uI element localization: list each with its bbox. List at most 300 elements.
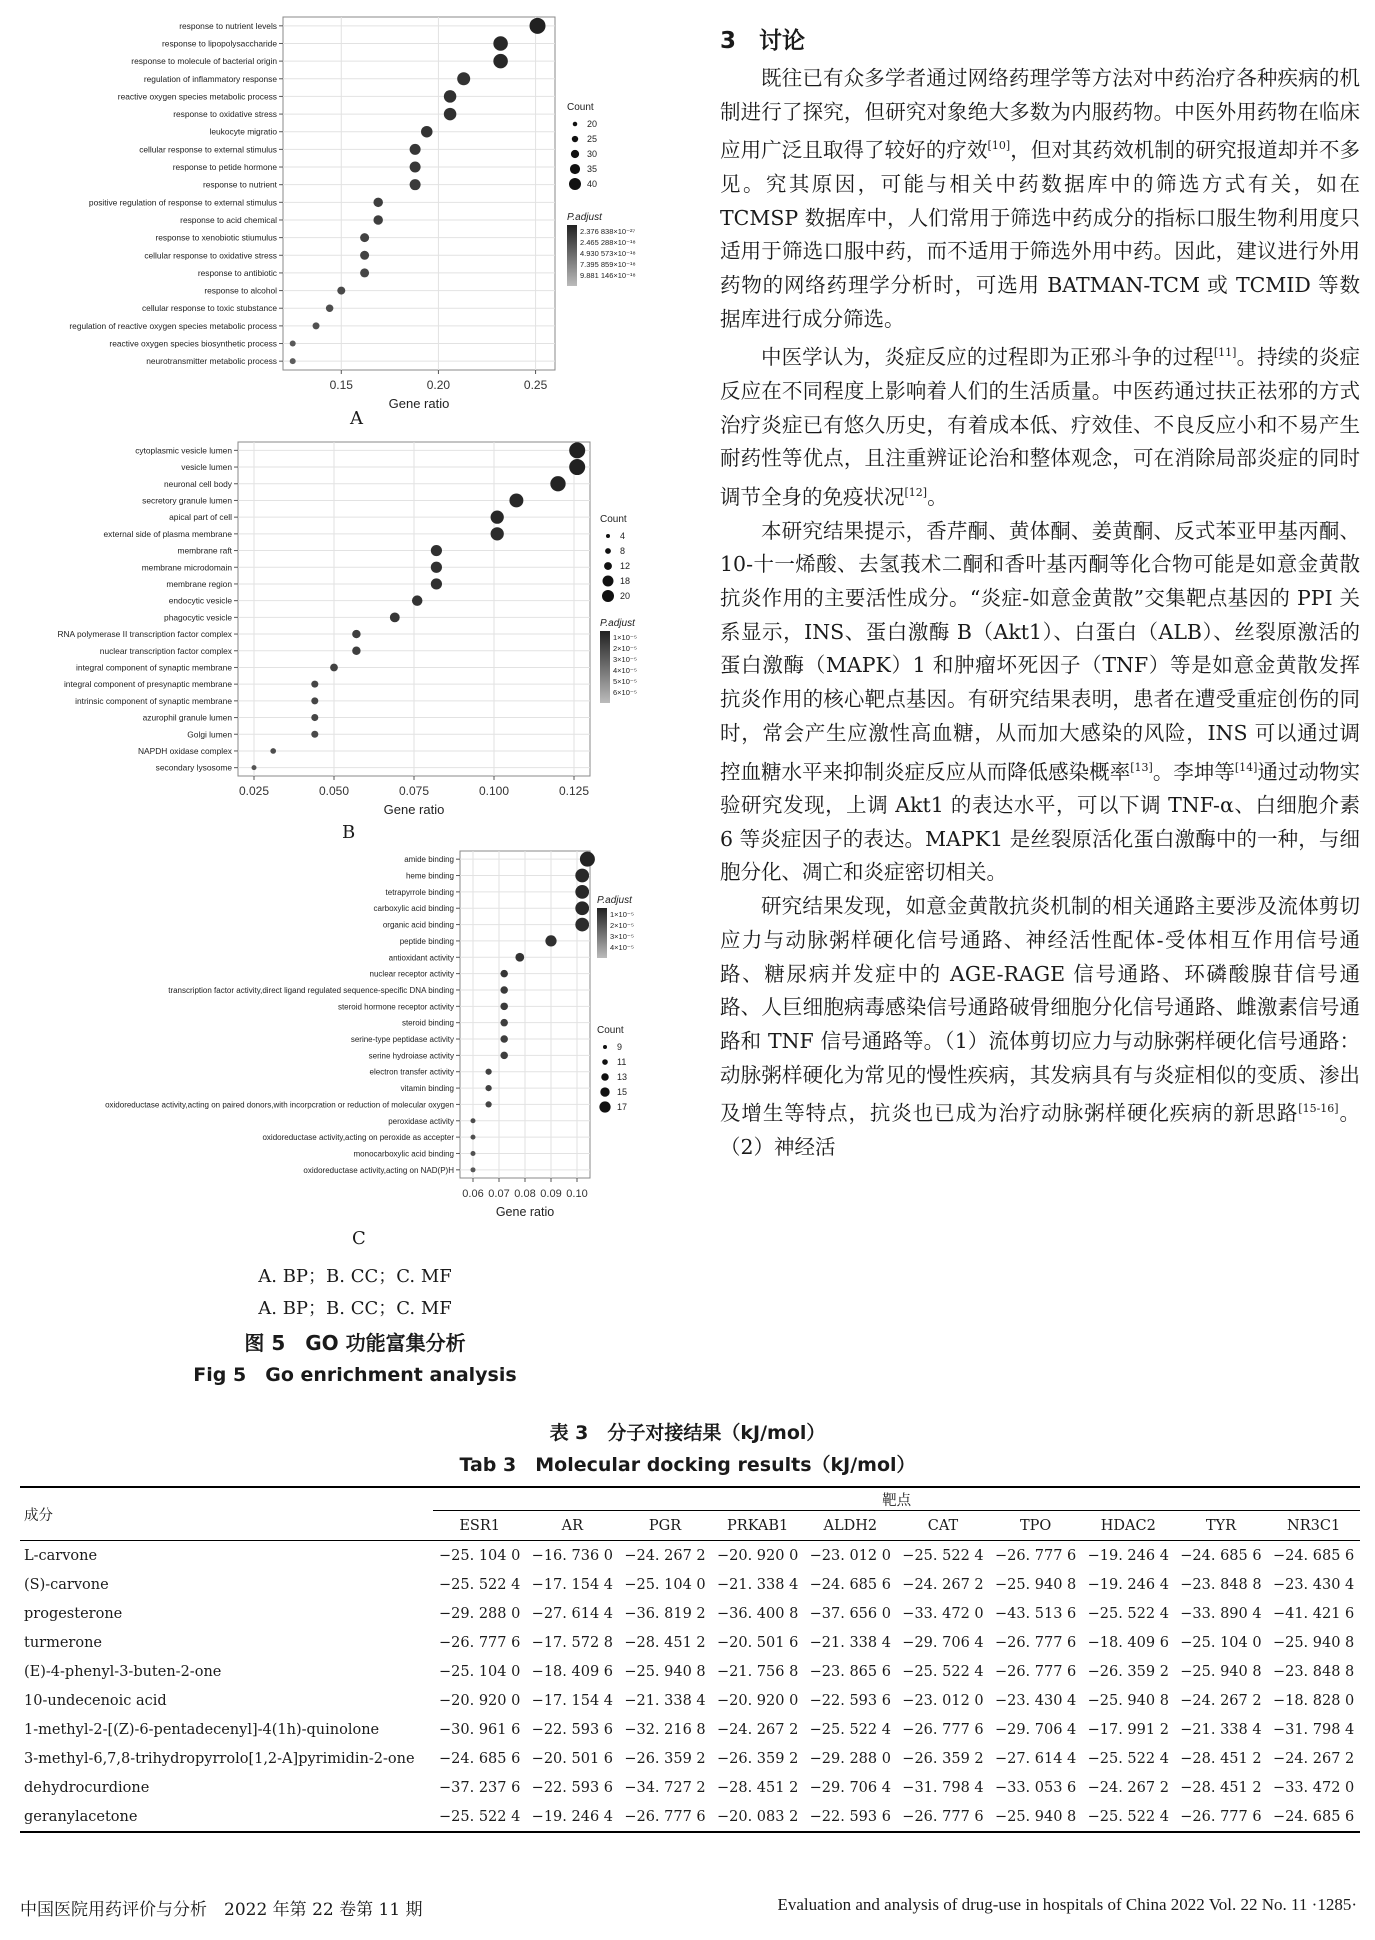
binding-energy-cell: −25. 104 0 xyxy=(1180,1634,1262,1651)
paragraph-2-text-c: 。 xyxy=(927,484,948,509)
data-point xyxy=(500,1052,508,1060)
binding-energy-cell: −17. 572 8 xyxy=(531,1634,614,1651)
binding-energy-cell: −26. 777 6 xyxy=(439,1634,521,1651)
header-target: TYR xyxy=(1205,1517,1237,1534)
binding-energy-cell: −19. 246 4 xyxy=(1087,1576,1169,1593)
binding-energy-cell: −17. 154 4 xyxy=(531,1576,614,1593)
x-tick-label: 0.25 xyxy=(523,378,548,392)
binding-energy-cell: −25. 522 4 xyxy=(1087,1808,1169,1825)
count-legend-dot xyxy=(573,122,578,127)
term-label: membrane raft xyxy=(177,545,232,556)
x-tick-label: 0.09 xyxy=(540,1188,562,1200)
term-label: regulation of reactive oxygen species metabolic process xyxy=(69,320,277,331)
padj-legend-title: P.adjust xyxy=(600,618,635,629)
table-row xyxy=(20,1628,1360,1657)
data-point xyxy=(500,1035,508,1043)
term-label: phagocytic vesicle xyxy=(164,612,232,623)
count-legend-dot xyxy=(603,1045,607,1049)
header-target: PRKAB1 xyxy=(727,1517,789,1534)
binding-energy-cell: −23. 012 0 xyxy=(809,1547,891,1564)
count-legend-label: 8 xyxy=(620,546,626,556)
data-point xyxy=(390,612,400,622)
binding-energy-cell: −25. 522 4 xyxy=(1087,1750,1169,1767)
data-point xyxy=(493,36,508,51)
x-tick-label: 0.07 xyxy=(488,1188,510,1200)
binding-energy-cell: −22. 593 6 xyxy=(531,1779,614,1796)
data-point xyxy=(515,953,524,962)
data-point xyxy=(431,578,442,589)
table-row xyxy=(20,1802,1360,1832)
table-row xyxy=(20,1715,1360,1744)
binding-energy-cell: −25. 940 8 xyxy=(994,1576,1077,1593)
x-tick-label: 0.025 xyxy=(238,784,270,798)
go-bp-dotplot xyxy=(0,15,710,415)
padj-legend-label: 4×10⁻⁵ xyxy=(613,666,637,675)
data-point xyxy=(412,595,423,606)
term-label: response to oxidative stress xyxy=(173,109,277,120)
compound-name: turmerone xyxy=(24,1634,103,1651)
term-label: response to xenobiotic stiumulus xyxy=(155,232,277,243)
padj-colorbar xyxy=(597,908,607,958)
compound-name: L-carvone xyxy=(24,1547,98,1564)
x-tick-label: 0.06 xyxy=(462,1188,484,1200)
table-title-en: Tab 3 Molecular docking results（kJ/mol） xyxy=(459,1454,916,1476)
header-target: AR xyxy=(561,1517,584,1534)
data-point xyxy=(569,459,585,475)
term-label: membrane region xyxy=(166,578,232,589)
data-point xyxy=(444,108,457,121)
header-target: TPO xyxy=(1019,1517,1052,1534)
binding-energy-cell: −24. 685 6 xyxy=(439,1750,521,1767)
table-row xyxy=(20,1541,1360,1571)
term-label: external side of plasma membrane xyxy=(103,528,232,539)
data-point xyxy=(575,918,589,932)
compound-name: dehydrocurdione xyxy=(24,1779,150,1796)
binding-energy-cell: −26. 777 6 xyxy=(624,1808,706,1825)
binding-energy-cell: −26. 359 2 xyxy=(624,1750,706,1767)
data-point xyxy=(485,1101,491,1107)
data-point xyxy=(471,1135,476,1140)
binding-energy-cell: −17. 991 2 xyxy=(1087,1721,1169,1738)
data-point xyxy=(360,251,369,260)
binding-energy-cell: −37. 656 0 xyxy=(809,1605,891,1622)
x-tick-label: 0.20 xyxy=(426,378,451,392)
data-point xyxy=(550,476,565,491)
term-label: vitamin binding xyxy=(400,1084,454,1094)
term-label: steroid hormone receptor activity xyxy=(337,1002,454,1012)
paragraph-3-text-a: 本研究结果提示，香芹酮、黄体酮、姜黄酮、反式苯亚甲基丙酮、10-十一烯酸、去氢莪术二酮和香叶基丙酮等化合物可能是如意金黄散抗炎作用的主要活性成分。“炎症-如意金黄散”交集靶点基因的 PPI 关系显示，INS、蛋白激酶 B（Akt1）、白蛋白（ALB）、丝裂原激活的蛋白激酶（MAPK）1 和肿瘤坏死因子（TNF）等是如意金黄散发挥抗炎作用的核心靶点基因。有研究结果表明，患者在遭受重症创伤的同时，常会产生应激性高血糖，从而加大感染的风险，INS 可以通过调控血糖水平来抑制炎症反应从而降低感染概率 xyxy=(720,518,1360,784)
data-point xyxy=(311,731,318,738)
data-point xyxy=(373,198,383,208)
data-point xyxy=(330,664,338,672)
term-label: response to antibiotic xyxy=(197,267,277,278)
term-label: nuclear transcription factor complex xyxy=(99,645,232,656)
compound-name: (S)-carvone xyxy=(24,1576,109,1593)
padj-legend-label: 7.395 859×10⁻¹⁸ xyxy=(580,260,636,269)
padj-legend-label: 9.881 146×10⁻¹⁸ xyxy=(580,271,636,280)
data-point xyxy=(493,54,508,69)
paragraph-3-text-c: 通过动物实验研究发现，上调 Akt1 的表达水平，可以下调 TNF-α、白细胞介素 6 等炎症因子的表达。MAPK1 是丝裂原活化蛋白激酶中的一种，与细胞分化、凋亡和炎症密切相关。 xyxy=(720,759,1361,885)
subcaption-2: A. BP；B. CC；C. MF xyxy=(258,1298,452,1319)
compound-name: 10-undecenoic acid xyxy=(24,1692,167,1709)
citation-10: [10] xyxy=(987,139,1011,153)
binding-energy-cell: −18. 409 6 xyxy=(531,1663,614,1680)
binding-energy-cell: −24. 685 6 xyxy=(1272,1808,1355,1825)
term-label: monocarboxylic acid binding xyxy=(353,1149,454,1159)
x-tick-label: 0.08 xyxy=(514,1188,536,1200)
paragraph-1 xyxy=(720,62,1360,336)
padj-legend-label: 4×10⁻⁵ xyxy=(610,943,634,952)
binding-energy-cell: −41. 421 6 xyxy=(1272,1605,1355,1622)
padj-legend-label: 2.376 838×10⁻²⁷ xyxy=(580,227,636,236)
count-legend-title: Count xyxy=(567,102,594,113)
term-label: response to acid chemical xyxy=(180,214,277,225)
citation-12: [12] xyxy=(904,486,928,500)
binding-energy-cell: −29. 706 4 xyxy=(809,1779,891,1796)
count-legend-label: 12 xyxy=(620,561,631,571)
term-label: transcription factor activity,direct ligand regulated sequence-specific DNA binding xyxy=(168,985,454,995)
binding-energy-cell: −23. 865 6 xyxy=(809,1663,891,1680)
term-label: integral component of synaptic membrane xyxy=(76,662,232,673)
data-point xyxy=(491,511,504,524)
data-point xyxy=(290,358,296,364)
binding-energy-cell: −21. 338 4 xyxy=(809,1634,891,1651)
term-label: response to nutrient levels xyxy=(179,20,277,31)
header-target: HDAC2 xyxy=(1100,1517,1156,1534)
binding-energy-cell: −25. 522 4 xyxy=(902,1663,984,1680)
term-label: organic acid binding xyxy=(382,920,454,930)
x-axis-label: Gene ratio xyxy=(383,802,445,817)
binding-energy-cell: −28. 451 2 xyxy=(716,1779,799,1796)
binding-energy-cell: −28. 451 2 xyxy=(1180,1750,1262,1767)
binding-energy-cell: −19. 246 4 xyxy=(531,1808,614,1825)
data-point xyxy=(444,90,457,103)
paragraph-4 xyxy=(720,890,1360,1164)
binding-energy-cell: −26. 777 6 xyxy=(994,1547,1077,1564)
data-point xyxy=(580,852,595,867)
term-label: response to molecule of bacterial origin xyxy=(131,56,277,67)
term-label: endocytic vesicle xyxy=(168,595,232,606)
binding-energy-cell: −16. 736 0 xyxy=(531,1547,614,1564)
binding-energy-cell: −20. 920 0 xyxy=(716,1692,799,1709)
x-tick-label: 0.075 xyxy=(398,784,430,798)
binding-energy-cell: −17. 154 4 xyxy=(531,1692,614,1709)
paragraph-4-text-a: 研究结果发现，如意金黄散抗炎机制的相关通路主要涉及流体剪切应力与动脉粥样硬化信号通路、神经活性配体-受体相互作用信号通路、糖尿病并发症中的 AGE-RAGE 信号通路、环磷酸腺苷信号通路、人巨细胞病毒感染信号通路破骨细胞分化信号通路、雌激素信号通路和 TNF 信号通路等。（1）流体剪切应力与动脉粥样硬化信号通路：动脉粥样硬化为常见的慢性疾病，其发病具有与炎症相似的变质、渗出及增生等特点，抗炎也已成为治疗动脉粥样硬化疾病的新思路 xyxy=(720,894,1360,1126)
paragraph-2 xyxy=(720,336,1360,514)
term-label: response to lipopolysaccharide xyxy=(162,38,277,49)
term-label: NAPDH oxidase complex xyxy=(137,745,232,756)
binding-energy-cell: −25. 940 8 xyxy=(1272,1634,1355,1651)
term-label: antioxidant activity xyxy=(388,953,454,963)
count-legend-label: 20 xyxy=(587,119,598,129)
term-label: vesicle lumen xyxy=(181,462,232,473)
term-label: Golgi lumen xyxy=(187,729,232,740)
table-row xyxy=(20,1599,1360,1628)
binding-energy-cell: −43. 513 6 xyxy=(994,1605,1077,1622)
data-point xyxy=(360,268,369,277)
binding-energy-cell: −25. 104 0 xyxy=(624,1576,706,1593)
count-legend-label: 4 xyxy=(620,531,626,541)
binding-energy-cell: −24. 267 2 xyxy=(902,1576,984,1593)
x-axis-label: Gene ratio xyxy=(388,396,450,411)
count-legend-label: 30 xyxy=(587,149,598,159)
data-point xyxy=(373,215,383,225)
binding-energy-cell: −26. 777 6 xyxy=(902,1721,984,1738)
header-target: ALDH2 xyxy=(823,1517,878,1534)
binding-energy-cell: −24. 267 2 xyxy=(624,1547,706,1564)
panel-label-c: C xyxy=(352,1228,366,1249)
plot-area xyxy=(283,17,555,370)
paragraph-1-text-a: 既往已有众多学者通过网络药理学等方法对中药治疗各种疾病的机制进行了探究，但研究对象绝大多数为内服药物。中医外用药物在临床应用广泛且取得了较好的疗效 xyxy=(720,66,1360,163)
data-point xyxy=(485,1069,491,1075)
term-label: RNA polymerase II transcription factor complex xyxy=(57,629,232,640)
padj-legend-label: 2×10⁻⁵ xyxy=(610,921,634,930)
data-point xyxy=(471,1151,476,1156)
binding-energy-cell: −21. 756 8 xyxy=(716,1663,799,1680)
count-legend-dot xyxy=(570,164,580,174)
binding-energy-cell: −25. 940 8 xyxy=(1087,1692,1169,1709)
paragraph-2-text-b: 。持续的炎症反应在不同程度上影响着人们的生活质量。中医药通过扶正祛邪的方式治疗炎症已有悠久历史，有着成本低、疗效佳、不良反应小和不易产生耐药性等优点，且注重辨证论治和整体观念，可在消除局部炎症的同时调节全身的免疫状况 xyxy=(720,345,1360,509)
padj-colorbar xyxy=(600,631,610,703)
binding-energy-cell: −26. 777 6 xyxy=(994,1663,1077,1680)
count-legend-dot xyxy=(606,534,610,538)
binding-energy-cell: −22. 593 6 xyxy=(809,1808,891,1825)
x-axis-label: Gene ratio xyxy=(495,1205,555,1219)
count-legend-label: 9 xyxy=(617,1042,623,1052)
term-label: leukocyte migratio xyxy=(209,126,277,137)
binding-energy-cell: −37. 237 6 xyxy=(439,1779,521,1796)
binding-energy-cell: −28. 451 2 xyxy=(624,1634,706,1651)
binding-energy-cell: −25. 522 4 xyxy=(902,1547,984,1564)
binding-energy-cell: −25. 104 0 xyxy=(439,1663,521,1680)
data-point xyxy=(311,697,318,704)
binding-energy-cell: −27. 614 4 xyxy=(994,1750,1077,1767)
figure-5 xyxy=(0,0,710,1400)
term-label: reactive oxygen species biosynthetic process xyxy=(109,338,277,349)
count-legend-dot xyxy=(603,576,614,587)
term-label: oxidoreductase activity,acting on paired donors,with incorpcration or reduction of molecular oxygen xyxy=(105,1100,454,1110)
count-legend-label: 13 xyxy=(617,1072,628,1082)
header-target: NR3C1 xyxy=(1287,1517,1341,1534)
binding-energy-cell: −22. 593 6 xyxy=(809,1692,891,1709)
binding-energy-cell: −27. 614 4 xyxy=(531,1605,614,1622)
data-point xyxy=(500,1019,508,1027)
paragraph-2-text-a: 中医学认为，炎症反应的过程即为正邪斗争的过程 xyxy=(761,345,1214,370)
binding-energy-cell: −29. 706 4 xyxy=(902,1634,984,1651)
data-point xyxy=(545,935,556,946)
count-legend-dot xyxy=(599,1101,610,1112)
count-legend-label: 20 xyxy=(620,591,631,601)
term-label: carboxylic acid binding xyxy=(373,904,454,914)
table-row xyxy=(20,1773,1360,1802)
binding-energy-cell: −24. 267 2 xyxy=(1087,1779,1169,1796)
binding-energy-cell: −31. 798 4 xyxy=(902,1779,984,1796)
term-label: response to alcohol xyxy=(204,285,277,296)
data-point xyxy=(575,901,589,915)
padj-legend-label: 2×10⁻⁵ xyxy=(613,644,637,653)
panel-label-a: A xyxy=(350,408,363,429)
count-legend-label: 11 xyxy=(617,1057,627,1067)
term-label: steroid binding xyxy=(401,1018,454,1028)
go-mf-dotplot xyxy=(0,848,710,1228)
binding-energy-cell: −20. 501 6 xyxy=(716,1634,799,1651)
data-point xyxy=(337,287,345,295)
paragraph-3-text-b: 。李坤等 xyxy=(1152,759,1235,784)
x-tick-label: 0.10 xyxy=(566,1188,588,1200)
term-label: positive regulation of response to external stimulus xyxy=(88,197,277,208)
term-label: membrane microdomain xyxy=(141,562,232,573)
binding-energy-cell: −19. 246 4 xyxy=(1087,1547,1169,1564)
footer-journal-cn: 中国医院用药评价与分析 2022 年第 22 卷第 11 期 xyxy=(20,1900,423,1920)
binding-energy-cell: −23. 848 8 xyxy=(1272,1663,1355,1680)
term-label: peroxidase activity xyxy=(388,1116,454,1126)
padj-legend-label: 6×10⁻⁵ xyxy=(613,688,637,697)
data-point xyxy=(471,1167,476,1172)
binding-energy-cell: −33. 890 4 xyxy=(1180,1605,1262,1622)
binding-energy-cell: −30. 961 6 xyxy=(439,1721,521,1738)
count-legend-dot xyxy=(571,150,579,158)
data-point xyxy=(311,714,318,721)
data-point xyxy=(290,341,296,347)
binding-energy-cell: −26. 359 2 xyxy=(716,1750,799,1767)
binding-energy-cell: −25. 104 0 xyxy=(439,1547,521,1564)
binding-energy-cell: −24. 267 2 xyxy=(1180,1692,1262,1709)
figure-caption-en: Fig 5 Go enrichment analysis xyxy=(193,1364,517,1386)
binding-energy-cell: −24. 685 6 xyxy=(1180,1547,1262,1564)
term-label: integral component of presynaptic membrane xyxy=(63,679,232,690)
footer-journal-en: Evaluation and analysis of drug-use in hospitals of China 2022 Vol. 22 No. 11 ·1285· xyxy=(777,1895,1357,1914)
binding-energy-cell: −21. 338 4 xyxy=(716,1576,799,1593)
term-label: apical part of cell xyxy=(169,512,232,523)
binding-energy-cell: −36. 819 2 xyxy=(624,1605,706,1622)
x-tick-label: 0.125 xyxy=(558,784,590,798)
binding-energy-cell: −24. 685 6 xyxy=(809,1576,891,1593)
binding-energy-cell: −21. 338 4 xyxy=(624,1692,706,1709)
data-point xyxy=(471,1118,476,1123)
padj-legend-label: 4.930 573×10⁻¹⁸ xyxy=(580,249,636,258)
padj-legend-label: 1×10⁻⁵ xyxy=(613,633,637,642)
data-point xyxy=(431,562,442,573)
compound-name: 3-methyl-6,7,8-trihydropyrrolo[1,2-A]pyrimidin-2-one xyxy=(24,1750,415,1767)
binding-energy-cell: −29. 288 0 xyxy=(809,1750,891,1767)
padj-colorbar xyxy=(567,225,577,286)
data-point xyxy=(509,493,523,507)
binding-energy-cell: −18. 409 6 xyxy=(1087,1634,1169,1651)
data-point xyxy=(270,748,276,754)
binding-energy-cell: −33. 053 6 xyxy=(994,1779,1077,1796)
data-point xyxy=(575,869,589,883)
binding-energy-cell: −24. 267 2 xyxy=(716,1721,799,1738)
binding-energy-cell: −33. 472 0 xyxy=(902,1605,984,1622)
padj-legend-label: 2.465 288×10⁻¹⁸ xyxy=(580,238,636,247)
panel-label-b: B xyxy=(342,822,356,843)
binding-energy-cell: −23. 848 8 xyxy=(1180,1576,1262,1593)
term-label: heme binding xyxy=(405,871,454,881)
padj-legend-label: 3×10⁻⁵ xyxy=(613,655,637,664)
x-tick-label: 0.15 xyxy=(329,378,353,392)
term-label: reactive oxygen species metabolic process xyxy=(117,91,277,102)
binding-energy-cell: −24. 267 2 xyxy=(1272,1750,1355,1767)
count-legend-dot xyxy=(572,136,578,142)
term-label: response to petide hormone xyxy=(172,162,277,173)
data-point xyxy=(252,765,257,770)
binding-energy-cell: −20. 501 6 xyxy=(531,1750,614,1767)
binding-energy-cell: −25. 940 8 xyxy=(624,1663,706,1680)
binding-energy-cell: −32. 216 8 xyxy=(624,1721,706,1738)
go-cc-dotplot xyxy=(0,440,710,818)
data-point xyxy=(491,527,504,540)
figure-caption-cn: 图 5 GO 功能富集分析 xyxy=(244,1331,466,1355)
data-point xyxy=(410,162,421,173)
term-label: electron transfer activity xyxy=(369,1067,454,1077)
subcaption-1: A. BP；B. CC；C. MF xyxy=(258,1266,452,1287)
term-label: serine hydroiase activity xyxy=(368,1051,454,1061)
count-legend-label: 40 xyxy=(587,179,598,189)
count-legend-label: 17 xyxy=(617,1102,628,1112)
binding-energy-cell: −29. 706 4 xyxy=(994,1721,1077,1738)
count-legend-label: 18 xyxy=(620,576,631,586)
binding-energy-cell: −20. 920 0 xyxy=(439,1692,521,1709)
data-point xyxy=(352,630,360,638)
citation-13: [13] xyxy=(1130,760,1153,774)
binding-energy-cell: −31. 798 4 xyxy=(1272,1721,1355,1738)
table-row xyxy=(20,1686,1360,1715)
data-point xyxy=(311,681,318,688)
binding-energy-cell: −25. 522 4 xyxy=(1087,1605,1169,1622)
binding-energy-cell: −33. 472 0 xyxy=(1272,1779,1355,1796)
binding-energy-cell: −36. 400 8 xyxy=(716,1605,799,1622)
count-legend-label: 15 xyxy=(617,1087,628,1097)
term-label: response to nutrient xyxy=(202,179,277,190)
binding-energy-cell: −26. 359 2 xyxy=(1087,1663,1169,1680)
count-legend-label: 35 xyxy=(587,164,598,174)
count-legend-label: 25 xyxy=(587,134,598,144)
padj-legend-title: P.adjust xyxy=(567,212,602,223)
citation-15-16: [15-16] xyxy=(1298,1102,1339,1116)
binding-energy-cell: −23. 012 0 xyxy=(902,1692,984,1709)
compound-name: progesterone xyxy=(24,1605,123,1622)
binding-energy-cell: −25. 522 4 xyxy=(439,1576,521,1593)
padj-legend-label: 5×10⁻⁵ xyxy=(613,677,637,686)
binding-energy-cell: −28. 451 2 xyxy=(1180,1779,1262,1796)
binding-energy-cell: −26. 777 6 xyxy=(902,1808,984,1825)
term-label: peptide binding xyxy=(399,936,454,946)
binding-energy-cell: −26. 359 2 xyxy=(902,1750,984,1767)
binding-energy-cell: −20. 083 2 xyxy=(716,1808,799,1825)
header-component: 成分 xyxy=(20,1487,433,1541)
count-legend-dot xyxy=(602,1059,608,1065)
term-label: amide binding xyxy=(404,855,454,865)
term-label: serine-type peptidase activity xyxy=(350,1035,454,1045)
data-point xyxy=(326,304,334,312)
padj-legend-label: 3×10⁻⁵ xyxy=(610,932,634,941)
citation-11: [11] xyxy=(1213,346,1237,360)
table-row xyxy=(20,1657,1360,1686)
binding-energy-cell: −26. 777 6 xyxy=(994,1634,1077,1651)
padj-legend-title: P.adjust xyxy=(597,895,632,906)
data-point xyxy=(431,545,442,556)
compound-name: geranylacetone xyxy=(24,1808,138,1825)
term-label: neurotransmitter metabolic process xyxy=(146,356,277,367)
paragraph-4-text-b: 。（2）神经活 xyxy=(720,1101,1361,1159)
header-target: CAT xyxy=(927,1517,959,1534)
data-point xyxy=(410,179,421,190)
table-row xyxy=(20,1744,1360,1773)
data-point xyxy=(500,1003,508,1011)
data-point xyxy=(360,233,369,242)
term-label: secondary lysosome xyxy=(155,762,232,773)
term-label: intrinsic component of synaptic membrane xyxy=(75,695,232,706)
